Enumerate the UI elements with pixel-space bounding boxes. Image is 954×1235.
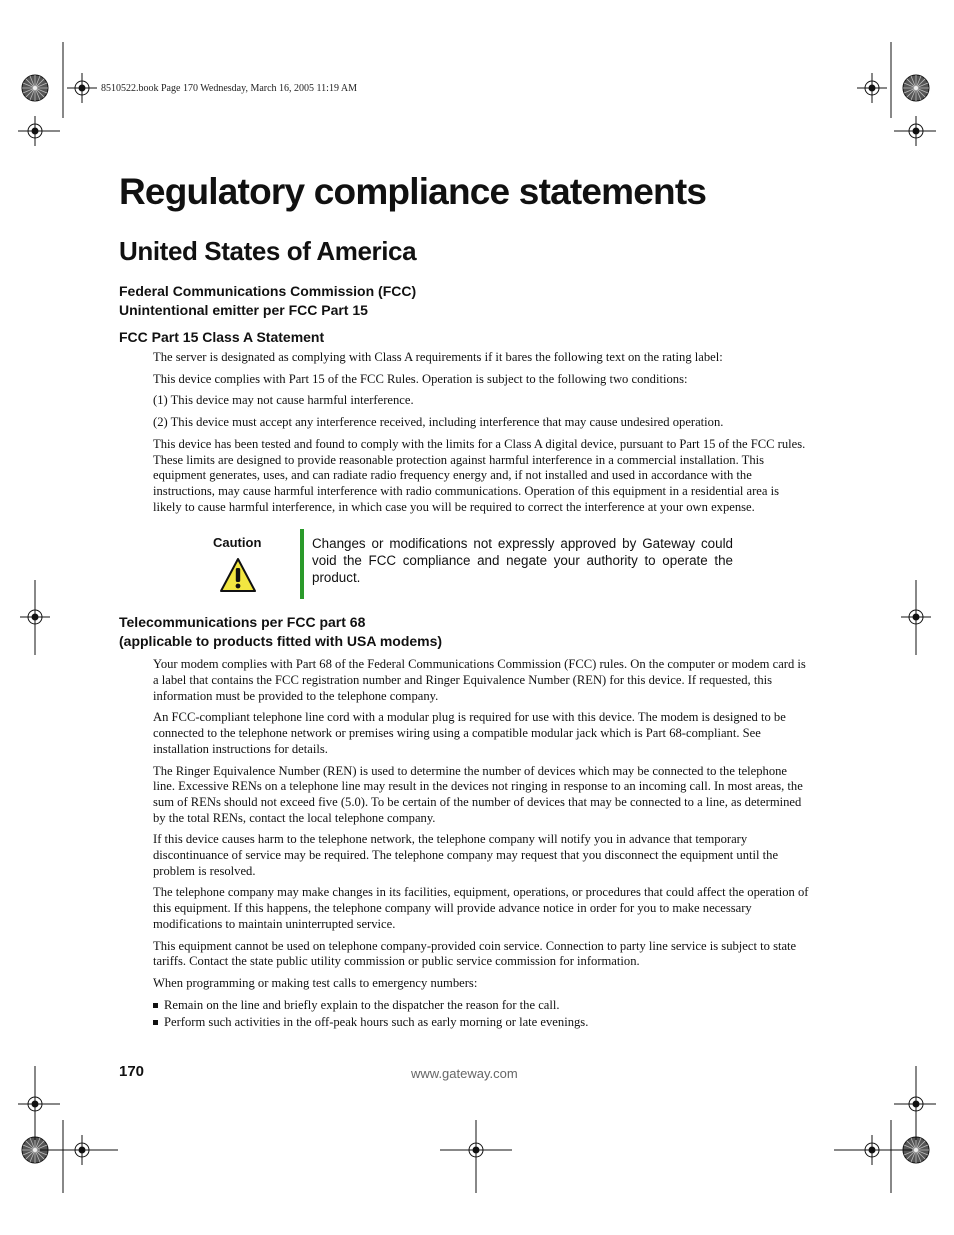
- list-item-text: Remain on the line and briefly explain to the dispatcher the reason for the call.: [164, 997, 560, 1012]
- paragraph: The Ringer Equivalence Number (REN) is used to determine the number of devices which may be connected to the telephone line. Excessive RENs on a telephone line may result in the devices not ringing in response to an incoming call. In most areas, the sum of RENs should not exceed five (5.0). To be certain of the number of devices that may be connected to a line, as determined by the total RENs, contact the local telephone company.: [153, 763, 803, 825]
- star-target-top-right: [903, 75, 929, 101]
- caution-text: Changes or modifications not expressly approved by Gateway could void the FCC compliance and negate your authority to operate the product.: [312, 536, 733, 586]
- star-target-top-left: [22, 75, 48, 101]
- caution-label: Caution: [213, 535, 262, 551]
- fcc-heading-line2: Unintentional emitter per FCC Part 15: [119, 302, 368, 318]
- list-item-text: Perform such activities in the off-peak hours such as early morning or late evenings.: [164, 1015, 589, 1030]
- registration-mark-icon: [461, 1135, 491, 1165]
- registration-mark-icon: [67, 73, 97, 103]
- class-a-body: [153, 350, 809, 515]
- registration-mark-icon: [20, 116, 50, 146]
- paragraph: (1) This device may not cause harmful interference.: [153, 393, 414, 408]
- registration-mark-icon: [20, 1089, 50, 1119]
- star-target-bottom-right: [903, 1137, 929, 1163]
- registration-mark-icon: [901, 116, 931, 146]
- page-number: 170: [119, 1063, 145, 1080]
- paragraph: This device complies with Part 15 of the FCC Rules. Operation is subject to the following two conditions:: [153, 371, 688, 386]
- paragraph: When programming or making test calls to emergency numbers:: [153, 975, 478, 990]
- star-target-bottom-left: [22, 1137, 48, 1163]
- telecom-heading-line1: Telecommunications per FCC part 68: [119, 614, 366, 631]
- paragraph: The server is designated as complying with Class A requirements if it bares the following text on the rating label:: [153, 350, 723, 364]
- caution-divider: [300, 529, 304, 599]
- paragraph: An FCC-compliant telephone line cord with a modular plug is required for use with this device. The modem is designed to be connected to the telephone network or premises wiring using a compatible modular jack which is Part 68-compliant. See installation instructions for details.: [153, 710, 786, 756]
- class-a-heading: FCC Part 15 Class A Statement: [119, 329, 325, 345]
- paragraph: If this device causes harm to the telephone network, the telephone company will notify you in advance that temporary discontinuance of service may be required. The telephone company may request that you disconnect the equipment until the problem is resolved.: [153, 832, 779, 878]
- paragraph: This equipment cannot be used on telephone company-provided coin service. Connection to party line service is subject to state tariffs. Contact the state public utility commission or public service commission for information.: [153, 938, 797, 969]
- bullet-square-icon: [153, 1003, 158, 1008]
- warning-triangle-icon: [219, 557, 257, 593]
- registration-mark-icon: [901, 602, 931, 632]
- caution-box: [119, 529, 809, 599]
- page-content: [119, 168, 809, 1033]
- bullet-square-icon: [153, 1020, 158, 1025]
- footer-url: www.gateway.com: [411, 1066, 518, 1081]
- registration-mark-icon: [857, 1135, 887, 1165]
- paragraph: (2) This device must accept any interference received, including interference that may cause undesired operation.: [153, 415, 724, 430]
- registration-mark-icon: [20, 602, 50, 632]
- list-item: [153, 998, 809, 1014]
- print-slug: 8510522.book Page 170 Wednesday, March 16, 2005 11:19 AM: [101, 83, 358, 94]
- fcc-heading: [119, 282, 809, 320]
- registration-mark-icon: [901, 1089, 931, 1119]
- telecom-heading-line2: (applicable to products fitted with USA modems): [119, 633, 443, 650]
- paragraph: The telephone company may make changes in its facilities, equipment, operations, or procedures that could affect the operation of this equipment. If this happens, the telephone company will provide advance notice in order for you to make necessary modifications to maintain uninterrupted service.: [153, 885, 809, 931]
- paragraph: This device has been tested and found to comply with the limits for a Class A digital device, pursuant to Part 15 of the FCC rules. These limits are designed to provide reasonable protection against harmful interference in a commercial installation. This equipment generates, uses, and can radiate radio frequency energy and, if not installed and used in accordance with the instructions, may cause harmful interference with radio communications. Operation of this equipment in a residential area is likely to cause harmful interference, in which case you will be required to correct the interference at your own expense.: [153, 436, 806, 514]
- telecom-heading: [119, 613, 809, 651]
- registration-mark-icon: [67, 1135, 97, 1165]
- section-title: United States of America: [119, 236, 417, 266]
- telecom-body: [153, 657, 809, 1031]
- list-item: [153, 1015, 809, 1031]
- registration-mark-icon: [857, 73, 887, 103]
- page-title: Regulatory compliance statements: [119, 171, 707, 212]
- emergency-bullets: [153, 998, 809, 1031]
- fcc-heading-line1: Federal Communications Commission (FCC): [119, 283, 417, 299]
- paragraph: Your modem complies with Part 68 of the Federal Communications Commission (FCC) rules. On the computer or modem card is a label that contains the FCC registration number and Ringer Equivalence Number (REN) for this device. If requested, this information must be provided to the telephone company.: [153, 657, 806, 703]
